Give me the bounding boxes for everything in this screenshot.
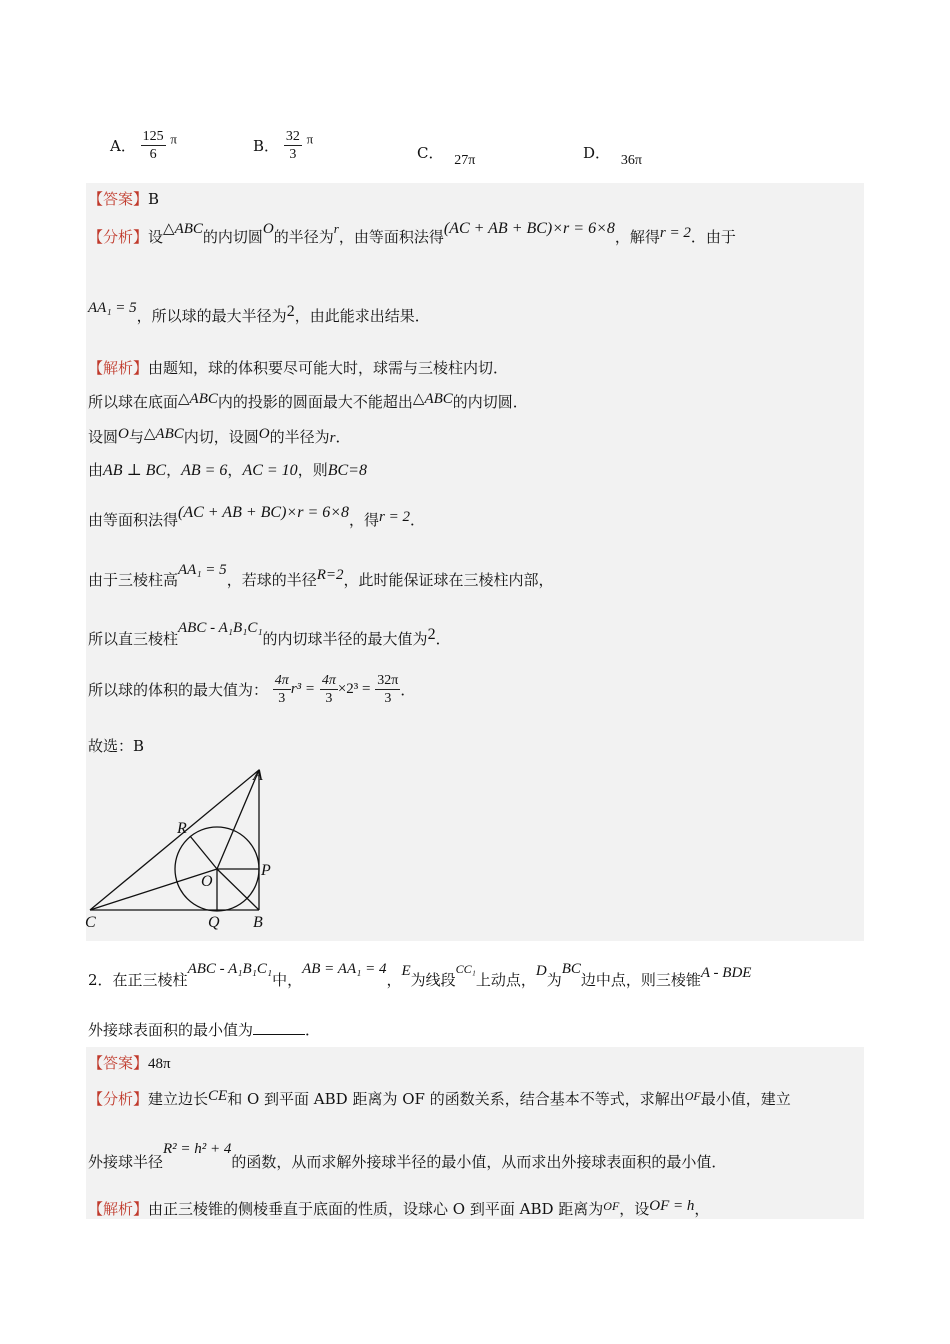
line-C-to-O <box>90 869 217 910</box>
q1-solution-line5 <box>88 504 426 530</box>
math-r-cubed: r³ = <box>290 681 316 697</box>
radius-OR <box>190 836 217 869</box>
q1-answer <box>88 188 159 209</box>
text: ，解得 <box>614 228 660 246</box>
math-perp: AB ⊥ BC <box>103 462 167 479</box>
math-of: OF <box>684 1089 701 1103</box>
text: 的内切圆． <box>452 393 528 411</box>
math-ce: CE <box>208 1088 228 1104</box>
option-d-label: D． <box>583 144 611 162</box>
triangle-incircle-figure <box>80 760 290 935</box>
q1-solution-line1 <box>88 357 508 378</box>
math-triangle: △ABC <box>143 426 184 442</box>
text: 在正三棱柱 <box>112 971 188 989</box>
math-triangle: △ABC <box>163 221 203 237</box>
text: ，设 <box>619 1200 650 1218</box>
text: ， <box>166 461 182 479</box>
text: 由等面积法得 <box>88 511 179 529</box>
q2-analysis-line2 <box>88 1141 727 1172</box>
math-two: 2 <box>286 303 295 320</box>
text: 设圆 <box>88 428 119 446</box>
text: 由题知，球的体积要尽可能大时，球需与三棱柱内切． <box>148 359 509 377</box>
math-triangle: △ABC <box>178 391 218 407</box>
text: ， <box>386 971 402 989</box>
math-prism: ABC - A₁B₁C₁ <box>187 961 273 977</box>
answer-tag: 【答案】 <box>88 1054 149 1072</box>
line-A-to-O <box>217 770 259 869</box>
q1-solution-line6 <box>88 562 554 590</box>
q2-analysis-line1 <box>88 1088 791 1109</box>
math-r: r <box>329 430 336 446</box>
option-b-fraction: $\frac{32}{3}$ <box>285 129 300 162</box>
text: 上动点， <box>475 971 536 989</box>
label-A: A <box>253 767 263 784</box>
option-b-label: B． <box>253 137 280 155</box>
label-P: P <box>261 862 271 879</box>
text: 建立边长 <box>148 1090 209 1108</box>
text: ，得 <box>349 511 380 529</box>
option-b <box>253 128 313 163</box>
text: 所以直三棱柱 <box>88 630 179 648</box>
label-O: O <box>201 873 213 890</box>
analysis-tag: 【分析】 <box>88 1090 149 1108</box>
edge-CA <box>90 770 259 910</box>
math-d: D <box>535 963 547 979</box>
math-times-two-cubed: ×2³ = <box>337 681 371 697</box>
option-b-pi: π <box>306 131 314 147</box>
text: 的半径为 <box>273 228 334 246</box>
text: ，由等面积法得 <box>338 228 444 246</box>
label-C: C <box>85 914 96 931</box>
math-o: O <box>118 426 129 442</box>
q2-solution-box <box>86 1047 864 1219</box>
text: 为线段 <box>410 971 456 989</box>
label-R: R <box>177 820 187 837</box>
text: ，若球的半径 <box>226 571 317 589</box>
math-pyramid: A - BDE <box>700 965 752 981</box>
text: 所以球在底面 <box>88 393 179 411</box>
math-prism: ABC - A₁B₁C₁ <box>178 620 263 636</box>
q1-solution-line7 <box>88 620 451 649</box>
text: 边中点，则三棱锥 <box>580 971 701 989</box>
option-a-fraction: $\frac{125}{6}$ <box>142 129 164 162</box>
text: ． <box>400 681 416 699</box>
answer-value: 48π <box>148 1056 171 1072</box>
text: ，此时能保证球在三棱柱内部， <box>343 571 554 589</box>
fraction-4pi-3: $\frac{4\pi}{3}$ <box>274 673 289 706</box>
math-triangle: △ABC <box>412 391 453 407</box>
math-R: R=2 <box>316 567 344 583</box>
text: ．由于 <box>690 228 736 246</box>
text: ，由此能求出结果． <box>294 307 430 325</box>
text: 为 <box>546 971 562 989</box>
math-area-equation: (AC + AB + BC)×r = 6×8 <box>443 220 615 237</box>
text: 外接球半径 <box>88 1153 164 1171</box>
question-number: 2． <box>88 971 113 989</box>
option-c-label: C． <box>417 144 444 162</box>
math-area-equation: (AC + AB + BC)×r = 6×8 <box>178 504 350 521</box>
q1-solution-line3 <box>88 426 350 447</box>
final-choice: 故选：B <box>88 737 145 755</box>
text: 的内切圆 <box>202 228 263 246</box>
option-d-value: 36π <box>620 153 642 168</box>
text: 的内切球半径的最大值为 <box>262 630 428 648</box>
text: ，所以球的最大半径为 <box>136 307 287 325</box>
label-Q: Q <box>208 914 220 931</box>
option-d <box>583 142 642 168</box>
text: 内切，设圆 <box>183 428 259 446</box>
fraction-4pi-3: $\frac{4\pi}{3}$ <box>321 673 336 706</box>
q1-analysis-line1 <box>88 220 736 247</box>
label-B: B <box>253 914 263 931</box>
text: ． <box>410 511 426 529</box>
text: 中， <box>272 971 303 989</box>
line-B-to-O <box>217 869 259 910</box>
q2-solution-line1 <box>88 1198 709 1219</box>
fraction-32pi-3: $\frac{32\pi}{3}$ <box>377 673 399 706</box>
q1-solution-line2 <box>88 391 528 412</box>
text: ． <box>435 630 451 648</box>
text: 的函数，从而求解外接球半径的最小值，从而求出外接球表面积的最小值． <box>231 1153 727 1171</box>
option-a-label: A． <box>110 137 136 155</box>
text: 最小值，建立 <box>700 1090 791 1108</box>
math-o: O <box>262 221 274 237</box>
q1-solution-line8 <box>88 672 415 707</box>
text: ， <box>227 461 243 479</box>
answer-tag: 【答案】 <box>88 190 149 208</box>
text: 由 <box>88 461 104 479</box>
math-of: OF <box>603 1199 620 1213</box>
text: 外接球表面积的最小值为 <box>88 1021 254 1039</box>
math-cc1: CC₁ <box>455 962 476 976</box>
text: 内的投影的圆面最大不能超出 <box>217 393 413 411</box>
option-a-pi: π <box>170 131 177 147</box>
math-ab: AB = 6 <box>181 462 228 479</box>
option-c-value: 27π <box>454 153 476 168</box>
option-c <box>417 142 476 168</box>
q1-solution-line9 <box>88 735 144 756</box>
text: 与 <box>128 428 144 446</box>
option-a <box>110 128 177 163</box>
text: 所以球的体积的最大值为： <box>88 681 269 699</box>
q2-stem-line2 <box>88 1019 320 1040</box>
text: 由正三棱锥的侧棱垂直于底面的性质，设球心 O 到平面 ABD 距离为 <box>148 1200 604 1218</box>
math-ab-aa1: AB = AA₁ = 4 <box>302 961 387 977</box>
math-radius-equation: R² = h² + 4 <box>163 1141 232 1157</box>
text: 的半径为 <box>269 428 330 446</box>
q1-solution-line4 <box>88 459 367 480</box>
q2-stem-line1 <box>88 961 752 990</box>
math-r-equals: r = 2 <box>659 225 691 241</box>
text: 和 O 到平面 ABD 距离为 OF 的函数关系，结合基本不等式，求解出 <box>227 1090 685 1108</box>
math-aa1: AA₁ = 5 <box>178 562 227 578</box>
math-of-h: OF = h <box>649 1198 695 1214</box>
math-o: O <box>258 426 270 442</box>
text: 设 <box>148 228 164 246</box>
math-ac: AC = 10 <box>242 462 298 479</box>
q1-analysis-line2 <box>88 300 430 326</box>
text: ，则 <box>297 461 328 479</box>
math-bc: BC <box>561 961 581 977</box>
q2-answer <box>88 1052 171 1073</box>
math-two: 2 <box>427 626 436 643</box>
math-bc: BC=8 <box>327 462 367 479</box>
solution-tag: 【解析】 <box>88 359 149 377</box>
text: ， <box>694 1200 710 1218</box>
math-r: r <box>333 221 339 236</box>
math-e: E <box>401 963 411 979</box>
answer-blank[interactable] <box>253 1020 305 1035</box>
text: 由于三棱柱高 <box>88 571 179 589</box>
text: ． <box>335 428 351 446</box>
math-aa1: AA₁ = 5 <box>88 300 137 316</box>
answer-value: B <box>148 190 160 208</box>
text: ． <box>305 1021 321 1039</box>
solution-tag: 【解析】 <box>88 1200 149 1218</box>
analysis-tag: 【分析】 <box>88 228 149 246</box>
math-r-equals: r = 2 <box>379 509 411 525</box>
